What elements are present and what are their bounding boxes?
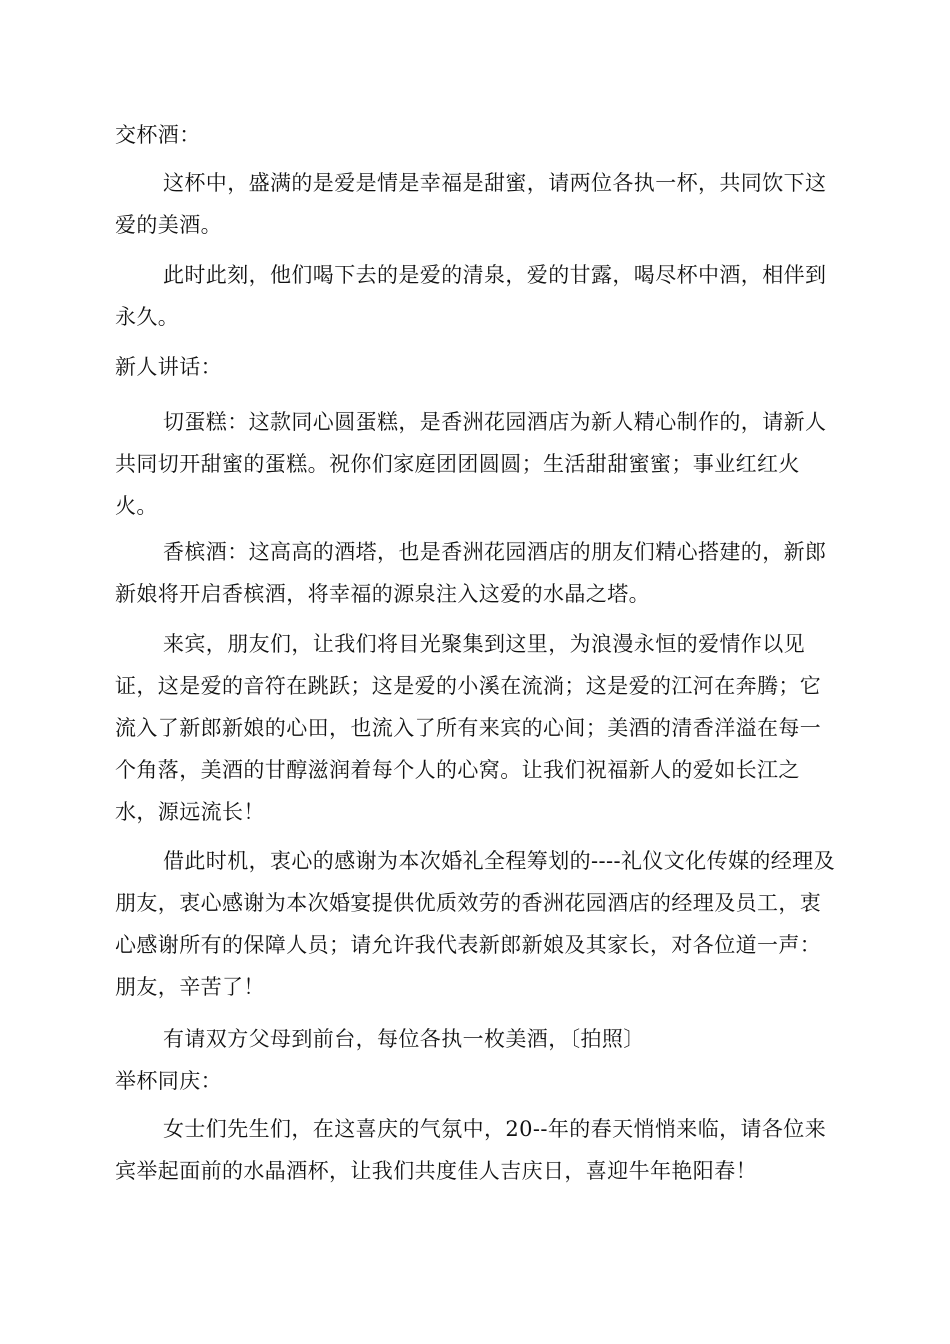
paragraph-champagne: 香槟酒：这高高的酒塔，也是香洲花园酒店的朋友们精心搭建的，新郎新娘将开启香槟酒，将幸福的源泉注入这爱的水晶之塔。	[115, 540, 827, 606]
paragraph-jiaobeijiu-2: 此时此刻，他们喝下去的是爱的清泉，爱的甘露，喝尽杯中酒，相伴到永久。	[115, 263, 827, 329]
section-heading-jiaobeijiu: 交杯酒：	[115, 123, 201, 147]
paragraph-jiaobeijiu-1: 这杯中，盛满的是爱是情是幸福是甜蜜，请两位各执一杯，共同饮下这爱的美酒。	[115, 171, 827, 237]
paragraph-parents-photo: 有请双方父母到前台，每位各执一枚美酒，〔拍照〕	[163, 1027, 645, 1051]
section-heading-xinren-jianghua: 新人讲话：	[115, 355, 222, 379]
paragraph-cut-cake: 切蛋糕：这款同心圆蛋糕，是香洲花园酒店为新人精心制作的，请新人共同切开甜蜜的蛋糕。祝你们家庭团团圆圆；生活甜甜蜜蜜；事业红红火火。	[115, 410, 827, 518]
paragraph-toast: 女士们先生们，在这喜庆的气氛中，20--年的春天悄悄来临，请各位来宾举起面前的水晶酒杯，让我们共度佳人吉庆日，喜迎牛年艳阳春！	[115, 1117, 827, 1183]
paragraph-thanks: 借此时机，衷心的感谢为本次婚礼全程筹划的----礼仪文化传媒的经理及朋友，衷心感谢为本次婚宴提供优质效劳的香洲花园酒店的经理及员工，衷心感谢所有的保障人员；请允许我代表新郎新娘及其家长，对各位道一声：朋友，辛苦了！	[115, 849, 835, 999]
section-heading-jubei-tongqing: 举杯同庆：	[115, 1069, 222, 1093]
paragraph-guests-friends: 来宾，朋友们，让我们将目光聚集到这里，为浪漫永恒的爱情作以见证，这是爱的音符在跳跃；这是爱的小溪在流淌；这是爱的江河在奔腾；它流入了新郎新娘的心田，也流入了所有来宾的心间；美酒的清香洋溢在每一个角落，美酒的甘醇滋润着每个人的心窝。让我们祝福新人的爱如长江之水，源远流长！	[115, 632, 822, 824]
